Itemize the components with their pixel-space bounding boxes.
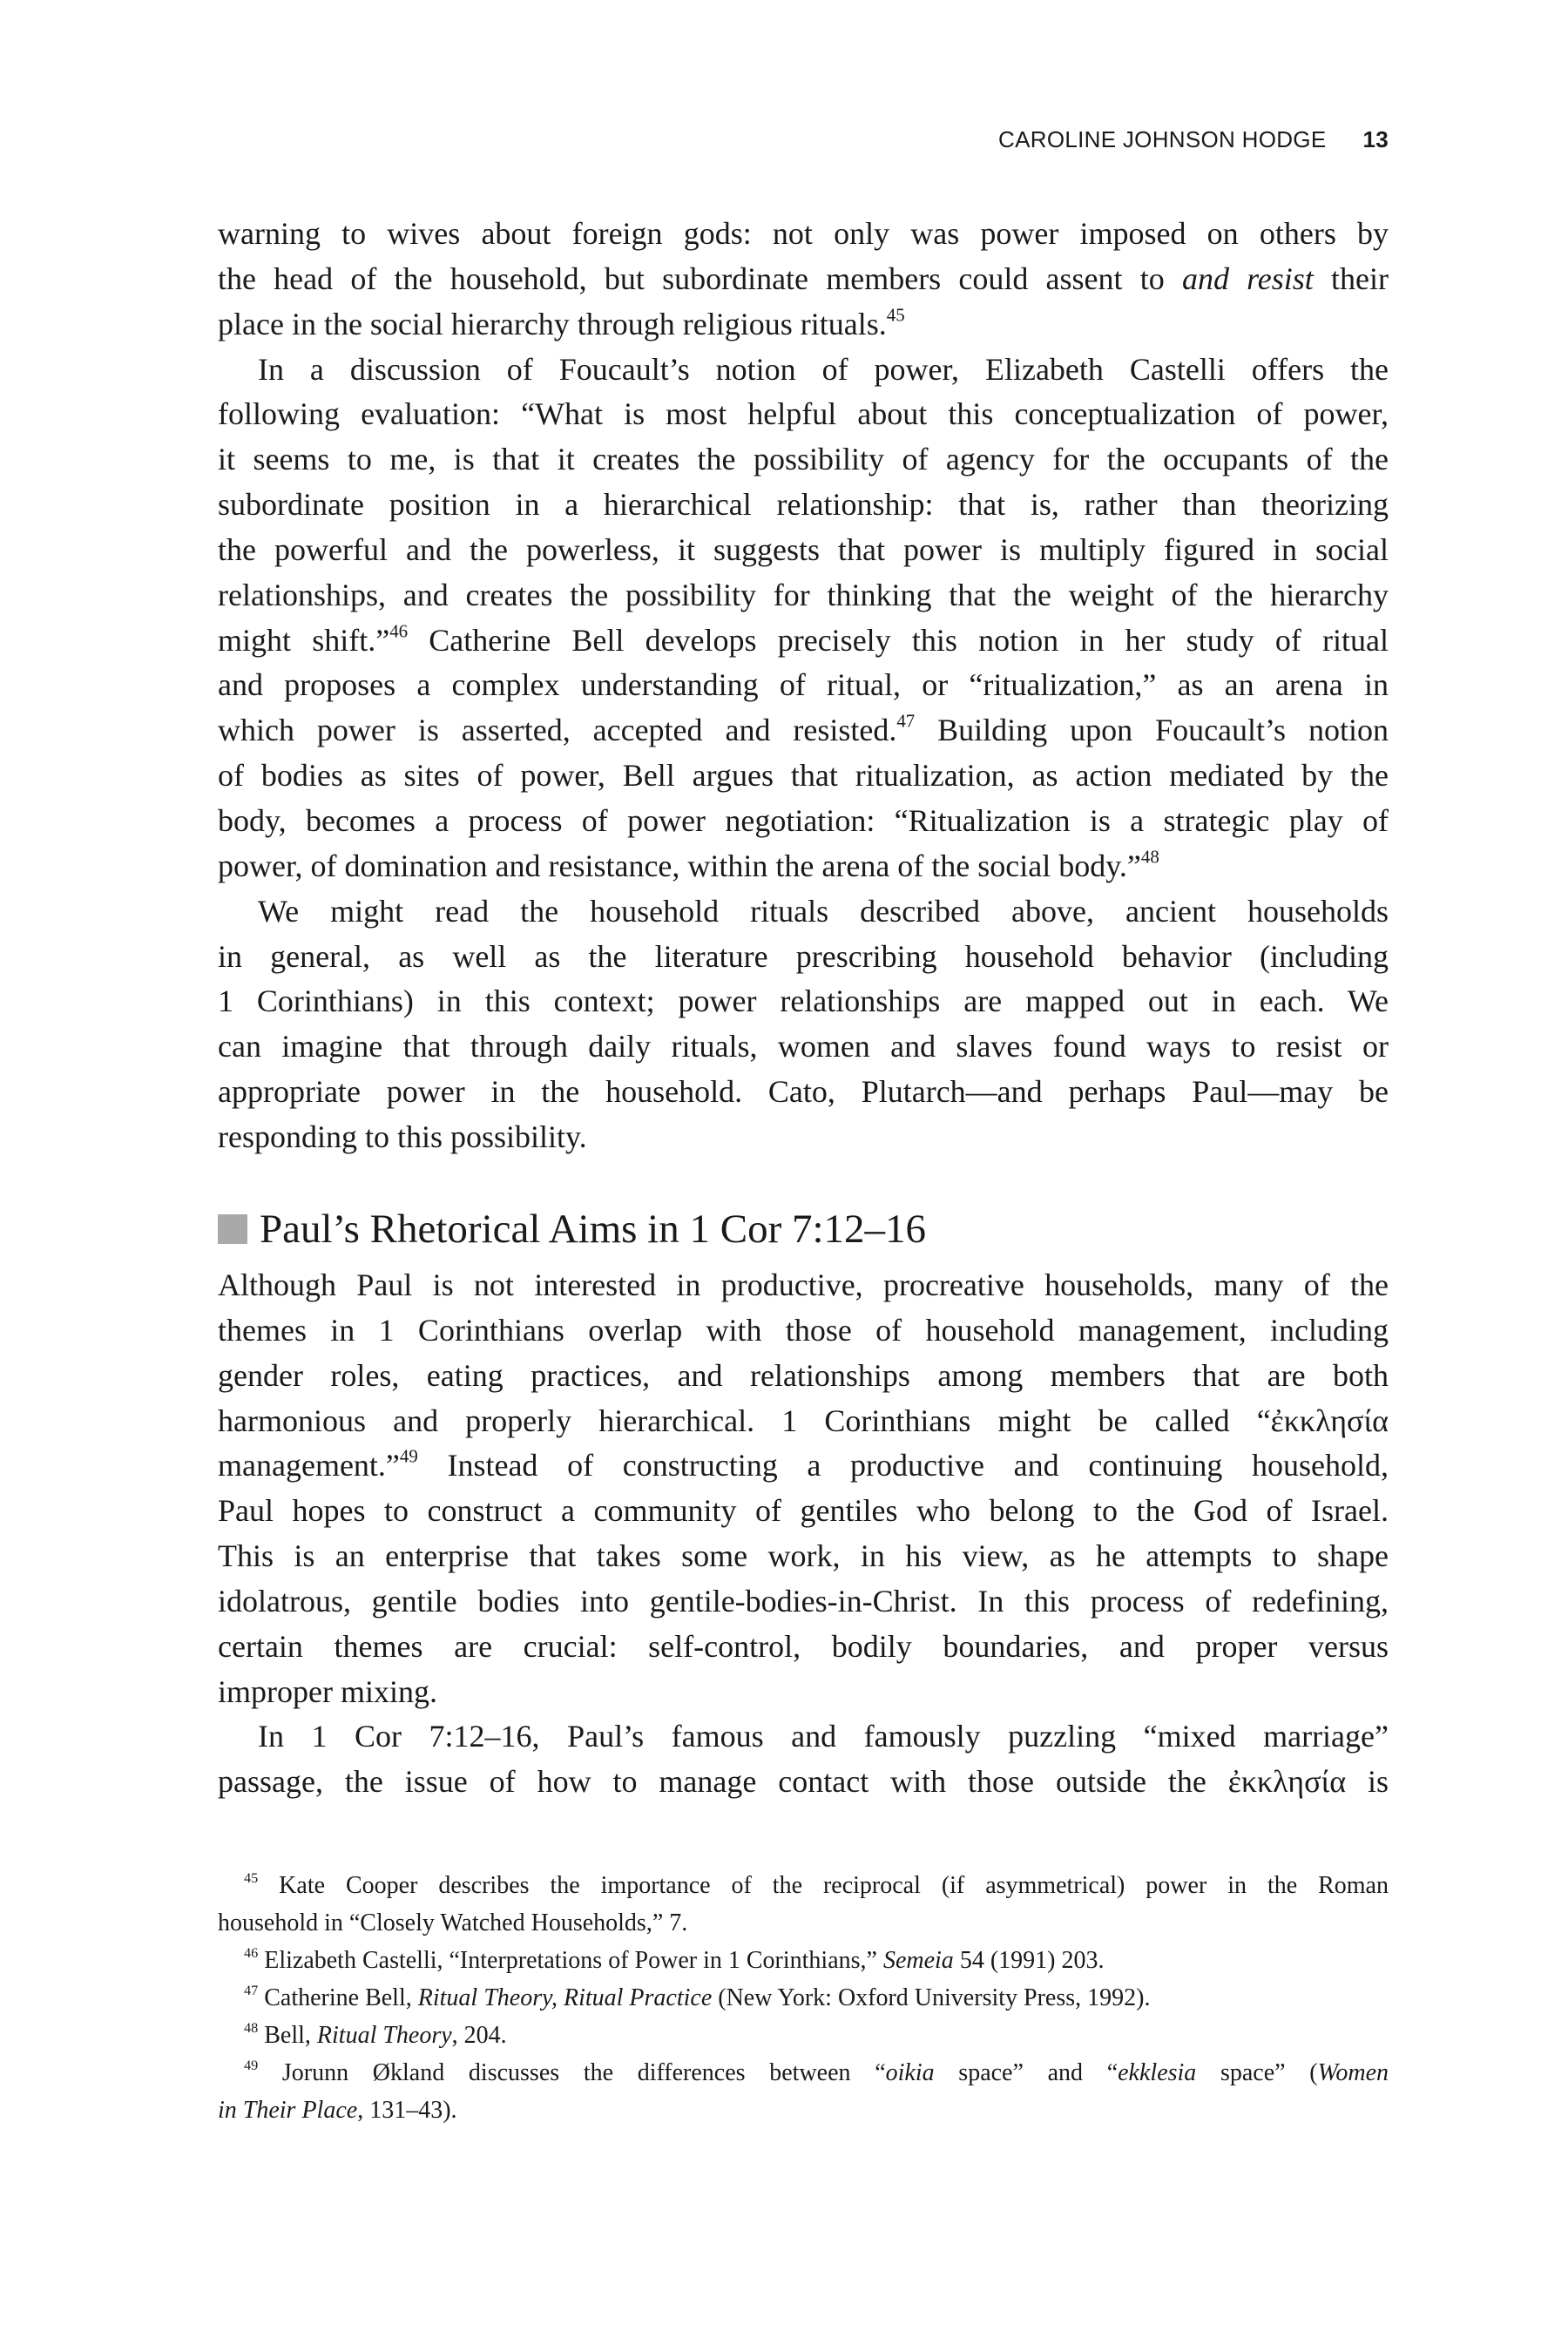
text-run: might shift.” (218, 622, 390, 658)
text-line (218, 618, 1389, 664)
footnote-marker: 45 (886, 304, 905, 326)
text-run: management.” (218, 1448, 400, 1484)
text-run: relationships, and creates the possibility for thinking that the weight of the hierarchy (218, 577, 1389, 612)
text-line (218, 663, 1389, 708)
italic-text: Semeia (882, 1947, 954, 1974)
text-line (218, 348, 1389, 393)
text-run: household in “Closely Watched Households,” 7. (218, 1909, 688, 1936)
text-run: of bodies as sites of power, Bell argues that ritualization, as action mediated by the (218, 758, 1389, 794)
text-line (218, 1579, 1389, 1625)
text-line (218, 979, 1389, 1024)
text-line (218, 754, 1389, 799)
running-head (998, 122, 1389, 157)
text-run: space” and “ (934, 2059, 1119, 2086)
footnotes (218, 1867, 1389, 2129)
text-run: Building upon Foucault’s notion (915, 713, 1389, 748)
section-heading (218, 1205, 926, 1254)
text-line (218, 573, 1389, 618)
footnote-marker: 49 (399, 1445, 418, 1467)
text-line (218, 302, 1389, 348)
footnote-line (218, 1942, 1389, 1979)
text-line (218, 799, 1389, 844)
footnote-marker: 45 (244, 1869, 259, 1886)
text-run: Kate Cooper describes the importance of the reciprocal (if asymmetrical) power in the Roman (258, 1872, 1389, 1899)
text-line (218, 844, 1389, 889)
text-line (218, 212, 1389, 257)
italic-text: Women (1317, 2059, 1389, 2086)
text-line (218, 889, 1389, 935)
text-run: In a discussion of Foucault’s notion of power, Elizabeth Castelli offers the (258, 351, 1389, 387)
text-line (218, 1489, 1389, 1534)
text-run: Elizabeth Castelli, “Interpretations of Power in 1 Corinthians,” (258, 1947, 883, 1974)
text-line (218, 1670, 1389, 1715)
text-run: This is an enterprise that takes some work, in his view, as he attempts to shape (218, 1538, 1389, 1574)
text-run: the head of the household, but subordinate members could assent to (218, 260, 1182, 296)
text-run: place in the social hierarchy through religious rituals. (218, 306, 887, 341)
text-line (218, 528, 1389, 573)
footnote-line (218, 1867, 1389, 1904)
text-line (218, 1625, 1389, 1670)
text-run: 1 Corinthians) in this context; power relationships are mapped out in each. We (218, 983, 1389, 1019)
text-run: Although Paul is not interested in productive, procreative households, many of the (218, 1267, 1389, 1302)
text-run: power, of domination and resistance, within the arena of the social body.” (218, 848, 1141, 883)
text-line (218, 1115, 1389, 1160)
text-run: it seems to me, is that it creates the possibility of agency for the occupants of the (218, 442, 1389, 477)
text-line (218, 708, 1389, 754)
text-run: (New York: Oxford University Press, 1992). (712, 1984, 1151, 2011)
text-run: passage, the issue of how to manage contact with those outside the ἐκκλησία is (218, 1764, 1389, 1800)
footnote-marker: 48 (244, 2019, 259, 2036)
text-line (218, 1399, 1389, 1444)
italic-text: Ritual Theory (316, 2022, 452, 2049)
text-run: Jorunn Økland discusses the differences between “ (258, 2059, 886, 2086)
text-run: harmonious and properly hierarchical. 1 Corinthians might be called “ἐκκλησία (218, 1402, 1389, 1438)
text-line (218, 1760, 1389, 1805)
footnote-line (218, 2054, 1389, 2092)
text-line (218, 392, 1389, 437)
footnote-marker: 46 (244, 1944, 259, 1961)
footnote-marker: 47 (244, 1982, 259, 1998)
text-line (218, 935, 1389, 980)
text-run: appropriate power in the household. Cato, Plutarch—and perhaps Paul—may be (218, 1074, 1389, 1110)
text-run: responding to this possibility. (218, 1119, 587, 1154)
running-head-author: CAROLINE JOHNSON HODGE (998, 126, 1327, 152)
text-line (218, 1024, 1389, 1070)
text-run: space” ( (1196, 2059, 1318, 2086)
text-run: in general, as well as the literature prescribing household behavior (including (218, 938, 1389, 974)
italic-text: ekklesia (1118, 2059, 1197, 2086)
text-line (218, 437, 1389, 483)
body-section-1 (218, 212, 1389, 1160)
text-run: gender roles, eating practices, and relationships among members that are both (218, 1357, 1389, 1393)
heading-square-marker (218, 1214, 247, 1244)
text-run: can imagine that through daily rituals, women and slaves found ways to resist or (218, 1029, 1389, 1064)
text-line (218, 1443, 1389, 1489)
italic-text: Ritual Theory, Ritual Practice (417, 1984, 713, 2011)
text-run: subordinate position in a hierarchical relationship: that is, rather than theorizing (218, 487, 1389, 523)
footnote-line (218, 1979, 1389, 2017)
text-line (218, 257, 1389, 302)
text-run: their (1313, 260, 1389, 296)
italic-text: in Their Place (218, 2097, 358, 2124)
text-line (218, 1308, 1389, 1354)
body-section-2 (218, 1263, 1389, 1805)
text-line (218, 1070, 1389, 1115)
footnote-line (218, 2092, 1389, 2129)
text-run: In 1 Cor 7:12–16, Paul’s famous and famously puzzling “mixed marriage” (258, 1719, 1389, 1754)
text-line (218, 1714, 1389, 1760)
text-run: Catherine Bell develops precisely this notion in her study of ritual (408, 622, 1389, 658)
text-run: 54 (1991) 203. (953, 1947, 1105, 1974)
text-run: body, becomes a process of power negotiation: “Ritualization is a strategic play of (218, 802, 1389, 838)
text-run: , 131–43). (357, 2097, 457, 2124)
text-run: Catherine Bell, (258, 1984, 418, 2011)
footnote-line (218, 2017, 1389, 2054)
footnote-marker: 47 (896, 710, 916, 732)
text-run: the powerful and the powerless, it suggests that power is multiply figured in social (218, 531, 1389, 567)
italic-text: oikia (885, 2059, 935, 2086)
text-run: and proposes a complex understanding of ritual, or “ritualization,” as an arena in (218, 667, 1389, 703)
text-line (218, 1354, 1389, 1399)
italic-text: and resist (1181, 260, 1314, 296)
text-run: which power is asserted, accepted and resisted. (218, 713, 897, 748)
text-run: following evaluation: “What is most helpful about this conceptualization of power, (218, 396, 1389, 432)
text-run: improper mixing. (218, 1673, 437, 1709)
section-heading-title: Paul’s Rhetorical Aims in 1 Cor 7:12–16 (260, 1206, 927, 1252)
footnote-line (218, 1904, 1389, 1942)
text-run: Bell, (258, 2022, 317, 2049)
text-run: idolatrous, gentile bodies into gentile-bodies-in-Christ. In this process of redefining, (218, 1583, 1389, 1619)
text-run: warning to wives about foreign gods: not only was power imposed on others by (218, 216, 1389, 251)
page-number: 13 (1362, 126, 1389, 152)
text-run: , 204. (451, 2022, 507, 2049)
footnote-marker: 49 (244, 2057, 259, 2073)
text-line (218, 1534, 1389, 1579)
text-run: We might read the household rituals described above, ancient households (258, 893, 1389, 929)
footnote-marker: 46 (389, 619, 409, 641)
text-run: Paul hopes to construct a community of gentiles who belong to the God of Israel. (218, 1493, 1389, 1529)
text-run: themes in 1 Corinthians overlap with those of household management, including (218, 1312, 1389, 1348)
text-line (218, 483, 1389, 528)
footnote-marker: 48 (1140, 846, 1159, 868)
text-run: certain themes are crucial: self-control, bodily boundaries, and proper versus (218, 1628, 1389, 1664)
text-run: Instead of constructing a productive and continuing household, (417, 1448, 1389, 1484)
text-line (218, 1263, 1389, 1308)
